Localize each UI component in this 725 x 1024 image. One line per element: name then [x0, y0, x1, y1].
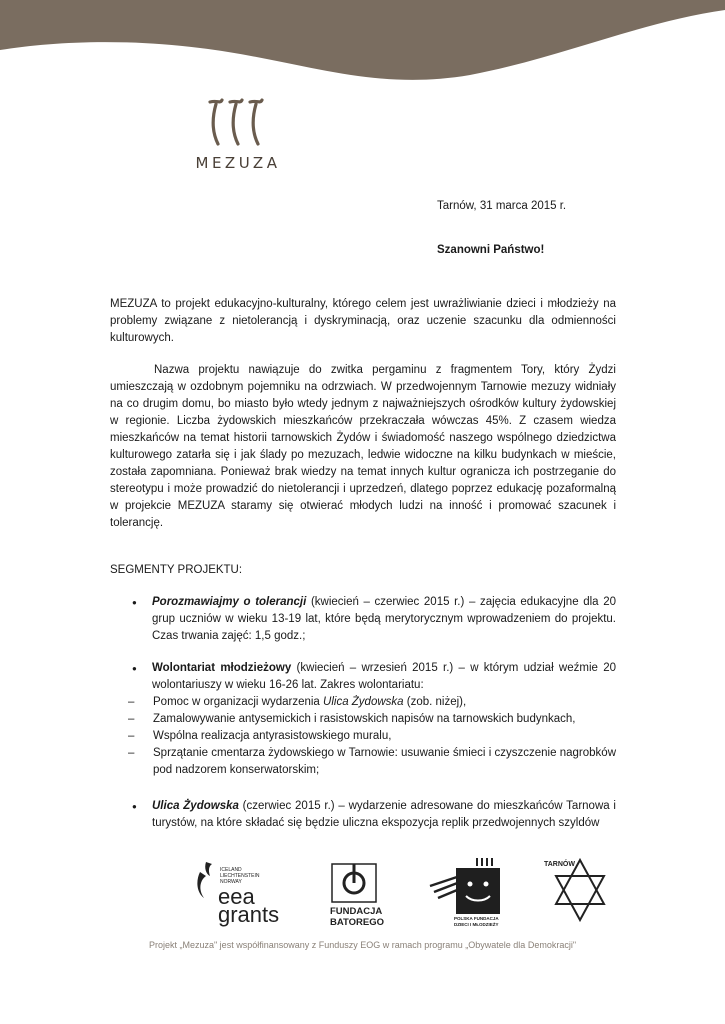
segment-title: Ulica Żydowska: [152, 800, 239, 812]
list-item-text: Pomoc w organizacji wydarzenia: [153, 696, 324, 708]
list-item-text: (zob. niżej),: [403, 696, 467, 708]
eea-grants-logo: [197, 862, 279, 927]
list-item-emphasis: Ulica Żydowska: [323, 696, 404, 708]
eea-country-1: ICELAND: [220, 867, 242, 873]
header-wave: [0, 0, 725, 90]
segment-item-tolerance: [152, 594, 616, 645]
paragraph-intro: MEZUZA to projekt edukacyjno-kulturalny, którego celem jest uwrażliwianie dzieci i młodzieży na problemy związane z nietolerancją i dyskryminacją, oraz uczenie szacunku dla odmienności kulturowych.: [110, 298, 616, 344]
batorego-word: BATOREGO: [330, 917, 385, 928]
mezuza-logo: [182, 96, 294, 172]
segment-title: Porozmawiajmy o tolerancji: [152, 596, 307, 608]
fundacja-word: FUNDACJA: [330, 906, 383, 917]
fundacja-batorego-logo: [330, 864, 384, 928]
footer-funding-note: Projekt „Mezuza" jest współfinansowany z Funduszy EOG w ramach programu „Obywatele dla Demokracji": [148, 940, 577, 950]
segment-desc: (kwiecień – wrzesień 2015 r.) – w którym udział weźmie 20 wolontariuszy w wieku 16-26 lat. Zakres wolontariatu:: [152, 662, 616, 691]
grants-word: grants: [218, 902, 280, 927]
list-item: – Sprzątanie cmentarza żydowskiego w Tarnowie: usuwanie śmieci i czyszczenie nagrobków pod nadzorem konserwatorskim;: [110, 745, 616, 779]
eea-country-2: LIECHTENSTEIN: [220, 873, 260, 879]
pfdim-line-2: DZIECI I MŁODZIEŻY: [454, 922, 499, 927]
paragraph-name-origin: Nazwa projektu nawiązuje do zwitka pergaminu z fragmentem Tory, który Żydzi umieszczają w ozdobnym pojemniku na odrzwiach. W przedwojennym Tarnowie mezuzy widniały na co drugim domu, bo miasto było wtedy jednym z najważniejszych ośrodków kultury żydowskiej w regionie. Liczba żydowskich mieszkańców przekraczała wówczas 45%. Z czasem wiedza mieszkańców na temat historii tarnowskich Żydów i świadomość naszego wspólnego dziedzictwa kulturowego zatarła się i jak ślady po mezuzach, ledwie widoczne na kilku budynkach w mieście, została zapomniana. Ponieważ brak wiedzy na temat innych kultur ogranicza ich postrzeganie do stereotypu i może prowadzić do nietolerancji i uprzedzeń, dlatego poprzez edukację pozaformalną w projekcie MEZUZA staramy się otwierać młodych ludzi na inność i promować szacunek i tolerancję.: [110, 364, 616, 529]
tarnow-word: TARNÓW: [544, 861, 575, 868]
segment-desc: (kwiecień – czerwiec 2015 r.) – zajęcia edukacyjne dla 20 grup uczniów w wieku 13-19 lat, które będą merytorycznym wprowadzeniem do projektu. Czas trwania zajęć: 1,5 godz.;: [152, 596, 616, 642]
tarnow-logo: [544, 859, 604, 920]
segment-item-volunteering: [152, 660, 616, 694]
segment-desc: (czerwiec 2015 r.) – wydarzenie adresowane do mieszkańców Tarnowa i turystów, na które składać się będzie uliczna ekspozycja replik przedwojennych szyldów: [152, 800, 616, 829]
letter-date: Tarnów, 31 marca 2015 r.: [437, 200, 567, 212]
eea-word: eea: [218, 884, 255, 909]
letter-salutation: Szanowni Państwo!: [437, 244, 545, 256]
pfdim-line-1: POLSKA FUNDACJA: [454, 916, 499, 921]
list-item: [110, 694, 616, 711]
volunteering-scope-list: [110, 694, 616, 779]
eea-country-3: NORWAY: [220, 879, 242, 885]
list-item: – Wspólna realizacja antyrasistowskiego muralu,: [110, 728, 616, 745]
segments-heading: SEGMENTY PROJEKTU:: [110, 564, 243, 576]
sponsor-logos: [0, 850, 725, 940]
segment-title: Wolontariat młodzieżowy: [152, 662, 292, 674]
pfdim-logo: [430, 858, 500, 927]
list-item: – Zamalowywanie antysemickich i rasistowskich napisów na tarnowskich budynkach,: [110, 711, 616, 728]
segment-item-jewish-street: [152, 798, 616, 832]
mezuza-logo-mark: [206, 96, 270, 148]
logo-wordmark: MEZUZA: [195, 154, 281, 172]
